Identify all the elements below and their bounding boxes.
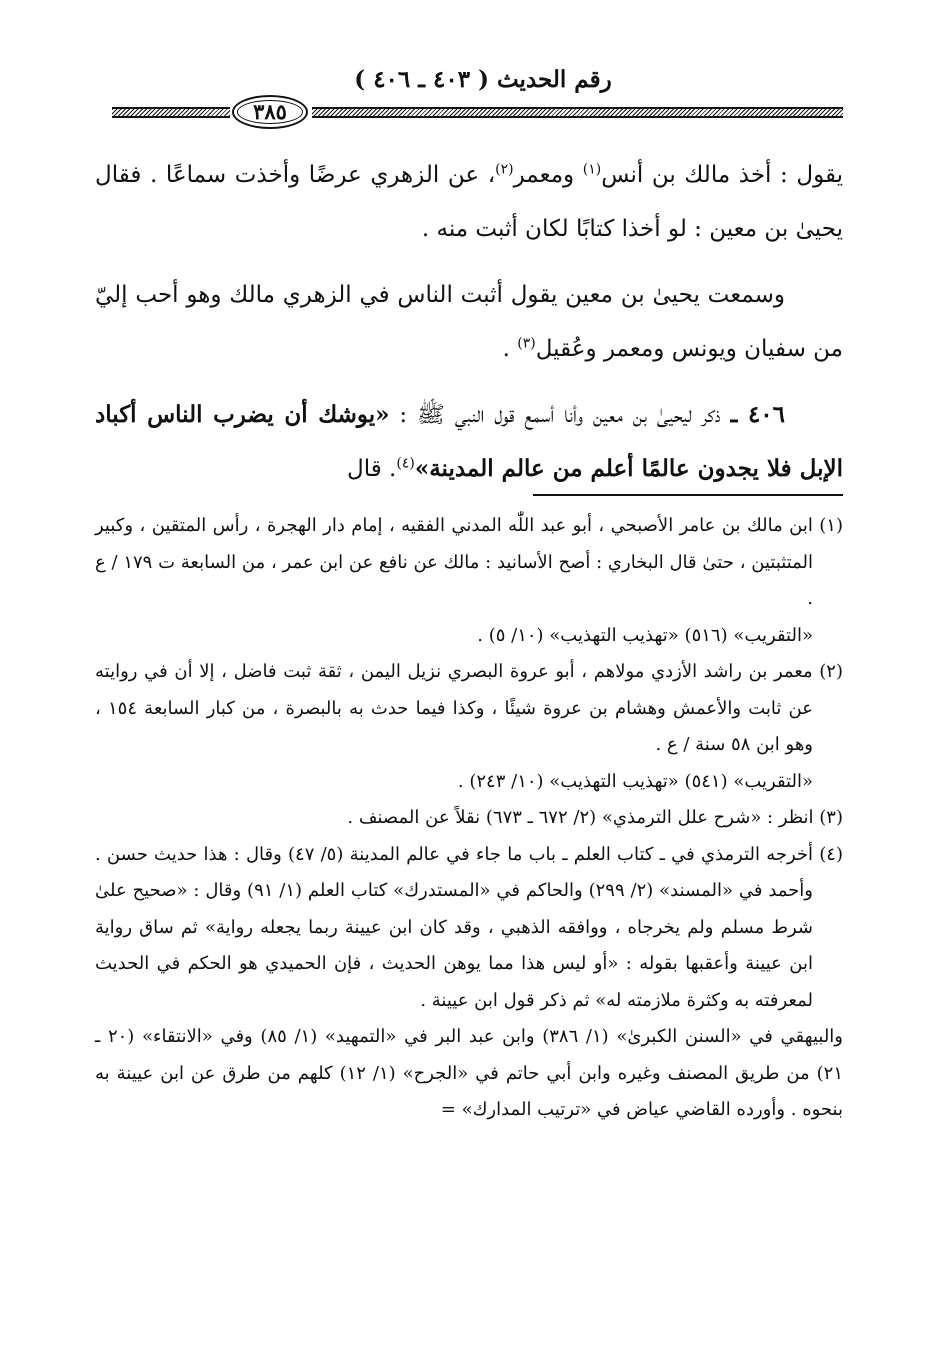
footnote-2: (٢) معمر بن راشد الأزدي مولاهم ، أبو عروة البصري نزيل اليمن ، ثقة ثبت فاضل ، إلا أن في روايته عن ثابت والأعمش وهشام بن عروة شيئًا ، وكذا فيما حدث به بالبصرة ، من كبار السابعة ١٥٤ ، وهو ابن ٥٨ سنة / ع . xyxy=(95,661,843,755)
p3-text-b: . قال xyxy=(347,456,397,482)
footnote-separator xyxy=(533,494,843,496)
p1-text-a: يقول : أخذ مالك بن أنس xyxy=(601,162,844,188)
header-rule-left xyxy=(112,107,230,118)
header-rule-right xyxy=(312,107,843,118)
footnotes xyxy=(95,508,843,1129)
footnote-ref-1: (١) xyxy=(582,161,602,178)
footnote-ref-3: (٣) xyxy=(517,335,536,352)
hadith-number: ٤٠٦ ـ xyxy=(730,401,785,428)
footnote-1-source: «التقريب» (٥١٦) «تهذيب التهذيب» (١٠/ ٥) . xyxy=(477,624,813,646)
p3-text-a: ذكر ليحيىٰ بن معين وأنا أسمع قول النبي ﷺ : xyxy=(389,402,731,428)
footnote-ref-4: (٤) xyxy=(396,455,415,472)
p1-text-c: ، عن الزهري عرضًا وأخذت سماعًا . فقال يحيىٰ بن معين : لو أخذا كتابًا لكان أثبت منه . xyxy=(95,162,843,242)
footnote-3: (٣) انظر : «شرح علل الترمذي» (٢/ ٦٧٢ ـ ٦٧٣) نقلاً عن المصنف . xyxy=(347,807,843,828)
running-header: رقم الحديث ( ٤٠٣ ـ ٤٠٦ ) xyxy=(354,66,612,93)
p2-text-a: وسمعت يحيىٰ بن معين يقول أثبت الناس في الزهري مالك وهو أحب إليّ من سفيان ويونس ومعمر وعُقيل xyxy=(95,282,843,362)
paragraph-2 xyxy=(95,268,843,376)
paragraph-1 xyxy=(95,148,843,256)
footnote-4-continuation: والبيهقي في «السنن الكبرىٰ» (١/ ٣٨٦) وابن عبد البر في «التمهيد» (١/ ٨٥) وفي «الانتقاء» (٢٠ ـ ٢١) من طريق المصنف وغيره وابن أبي حاتم في «الجرح» (١/ ١٢) كلهم من طرق عن ابن عيينة به بنحوه . وأورده القاضي عياض في «ترتيب المدارك» = xyxy=(95,1026,843,1120)
footnote-2-source: «التقريب» (٥٤١) «تهذيب التهذيب» (١٠/ ٢٤٣) . xyxy=(457,770,813,792)
footnote-ref-2: (٢) xyxy=(495,161,514,178)
p1-text-b: ومعمر xyxy=(513,162,583,188)
footnote-1: (١) ابن مالك بن عامر الأصبحي ، أبو عبد اللّٰه المدني الفقيه ، إمام دار الهجرة ، رأس المتقين ، وكبير المتثبتين ، حتىٰ قال البخاري : أصح الأسانيد : مالك عن نافع عن ابن عمر ، من السابعة ت ١٧٩ / ع . xyxy=(95,515,843,609)
hadith-quote: «يوشك أن يضرب الناس أكباد الإبل فلا يجدون عالمًا أعلم من عالم المدينة» xyxy=(95,401,843,482)
paragraph-3 xyxy=(95,388,843,496)
p2-text-b: . xyxy=(502,336,518,362)
footnote-4: (٤) أخرجه الترمذي في ـ كتاب العلم ـ باب ما جاء في عالم المدينة (٥/ ٤٧) وقال : هذا حديث حسن . وأحمد في «المسند» (٢/ ٢٩٩) والحاكم في «المستدرك» كتاب العلم (١/ ٩١) وقال : «صحيح علىٰ شرط مسلم ولم يخرجاه ، ووافقه الذهبي ، وقد كان ابن عيينة ربما يجعله رواية» ثم ساق رواية ابن عيينة وأعقبها بقوله : «أو ليس هذا مما يوهن الحديث ، فإن الحميدي هو الحكم في الحديث لمعرفته به وكثرة ملازمته له» ثم ذكر قول ابن عيينة . xyxy=(95,843,843,1011)
page-number: ٣٨٥ xyxy=(232,95,308,129)
main-text xyxy=(95,148,843,496)
